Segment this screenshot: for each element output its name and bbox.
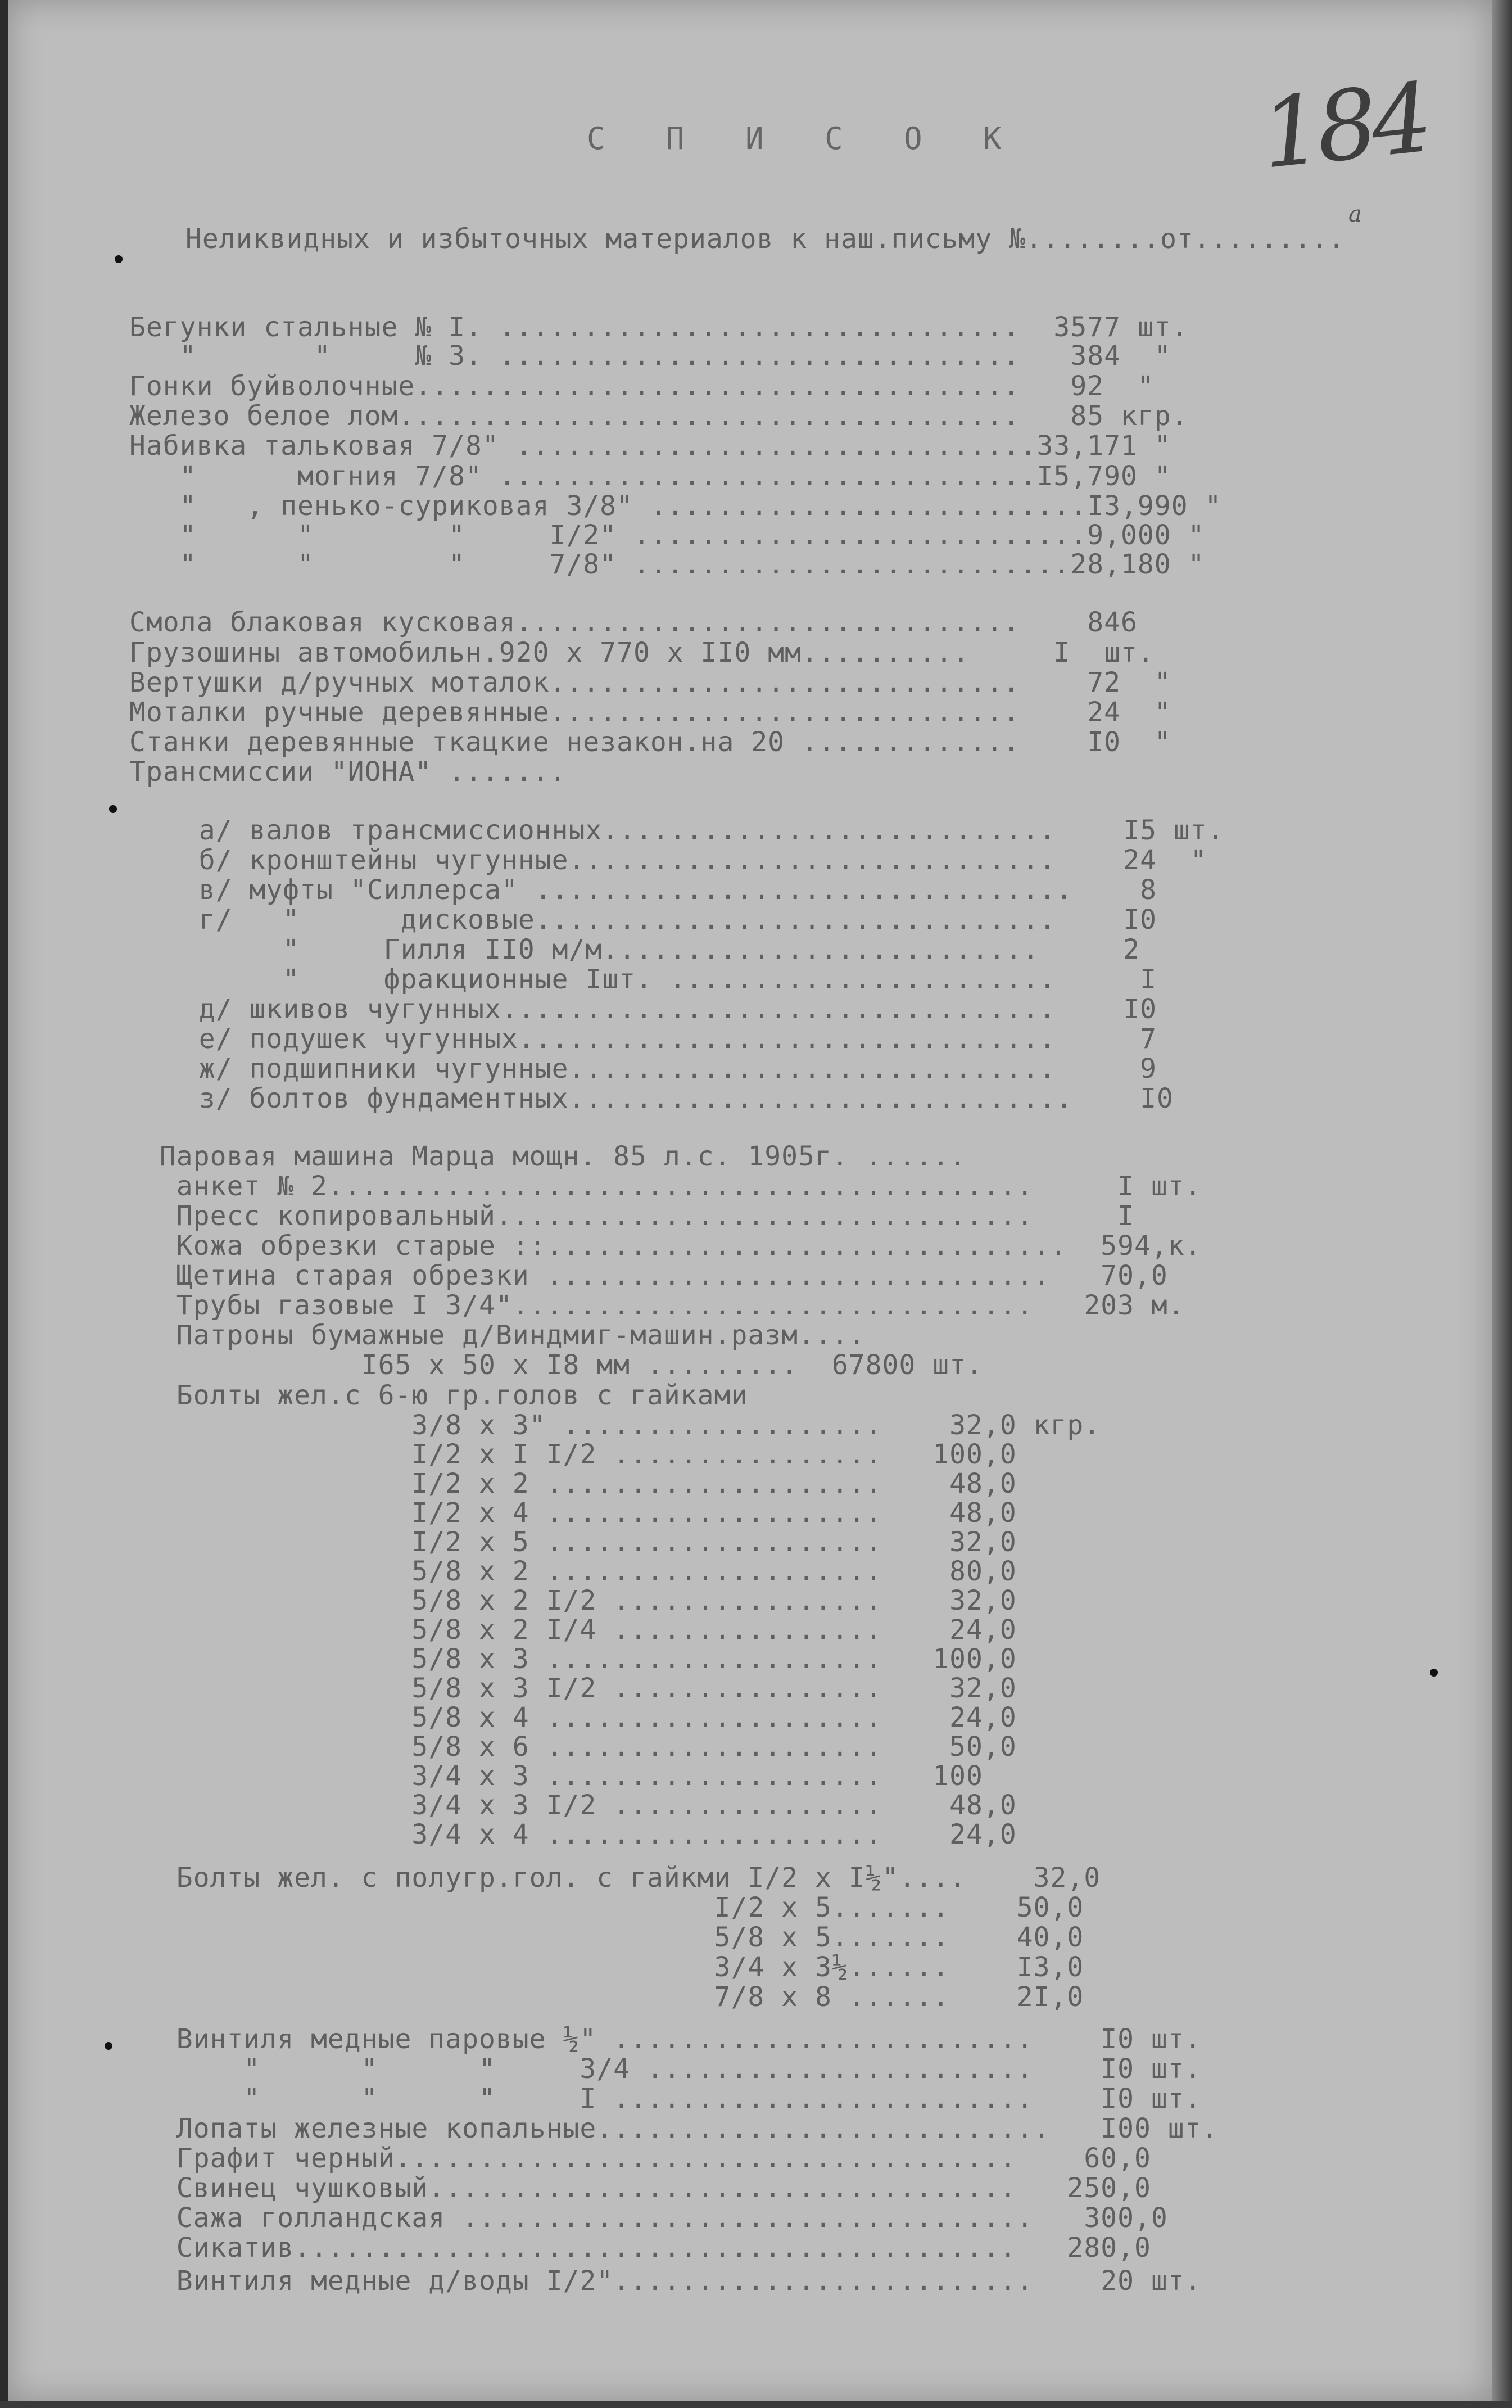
list-item: 3/4 х 3 I/2 ................ 48,0 — [143, 1790, 1017, 1821]
list-item: I/2 х 2 .................... 48,0 — [143, 1468, 1017, 1499]
list-item: I/2 х I I/2 ................ 100,0 — [143, 1439, 1017, 1470]
list-item: ж/ подшипники чугунные............................. 9 — [165, 1053, 1157, 1085]
list-item: Сажа голландская .................................. 300,0 — [143, 2202, 1168, 2234]
list-item: " могния 7/8" ................................I5,790 " — [129, 460, 1171, 492]
list-item: Станки деревянные ткацкие незакон.на 20 ............. I0 " — [129, 726, 1171, 758]
document-title: С П И С О К — [587, 121, 1023, 156]
list-item: 5/8 х 2 .................... 80,0 — [143, 1556, 1017, 1587]
list-item: 7/8 х 8 ...... 2I,0 — [143, 1981, 1084, 2013]
list-item: I/2 х 5 .................... 32,0 — [143, 1526, 1017, 1558]
list-item: Лопаты железные копальные........................... I00 шт. — [143, 2113, 1219, 2144]
list-item: 3/8 х 3" ................... 32,0 кгр. — [143, 1409, 1101, 1441]
list-item: Болты жел. с полугр.гол. с гайкми I/2 х I½".... 32,0 — [143, 1862, 1101, 1894]
list-item: " " № 3. ............................... 384 " — [129, 340, 1171, 372]
handwritten-folio-number: 184 — [1256, 62, 1433, 191]
list-item: Свинец чушковый................................... 250,0 — [143, 2172, 1151, 2204]
list-item: I/2 х 5....... 50,0 — [143, 1892, 1084, 1923]
list-item: 5/8 х 4 .................... 24,0 — [143, 1702, 1017, 1733]
list-item: 3/4 х 3 .................... 100 — [143, 1760, 983, 1792]
list-item: 5/8 х 3 .................... 100,0 — [143, 1643, 1017, 1675]
list-item: з/ болтов фундаментных.............................. I0 — [165, 1083, 1174, 1114]
list-item: Винтиля медные паровые ½" ......................... I0 шт. — [143, 2023, 1202, 2055]
list-item: Винтиля медные д/воды I/2"......................... 20 шт. — [143, 2265, 1202, 2297]
list-item: Гонки буйволочные.................................... 92 " — [129, 371, 1155, 402]
list-item: д/ шкивов чугунных................................. I0 — [165, 993, 1157, 1025]
scan-edge-bottom — [0, 2401, 1512, 2408]
list-item: Графит черный..................................... 60,0 — [143, 2143, 1151, 2174]
list-item: Патроны бумажные д/Виндмиг-машин.разм.... — [143, 1320, 866, 1351]
list-item: 5/8 х 2 I/2 ................ 32,0 — [143, 1585, 1017, 1616]
punch-hole — [115, 255, 123, 263]
document-subtitle: Неликвидных и избыточных материалов к наш.письму №........от......... — [185, 223, 1345, 255]
list-item: Бегунки стальные № I. ............................... 3577 шт. — [129, 311, 1188, 343]
list-item: " фракционные Iшт. ....................... I — [165, 964, 1157, 995]
list-item: " , пенько-суриковая 3/8" ..........................I3,990 " — [129, 490, 1222, 522]
list-item: I/2 х 4 .................... 48,0 — [143, 1497, 1017, 1529]
list-item: Паровая машина Марца мощн. 85 л.с. 1905г. ...... — [143, 1141, 967, 1172]
list-item: Пресс копировальный................................ I — [143, 1200, 1135, 1232]
scan-edge-right — [1492, 0, 1512, 2408]
punch-hole — [1430, 1669, 1438, 1677]
list-item: " " " 7/8" ..........................28,180 " — [129, 549, 1205, 580]
list-item: 3/4 х 3½...... I3,0 — [143, 1951, 1084, 1983]
list-item: Железо белое лом..................................... 85 кгр. — [129, 400, 1188, 432]
list-item: б/ кронштейны чугунные............................. 24 " — [165, 844, 1207, 876]
list-item: анкет № 2.......................................... I шт. — [143, 1171, 1202, 1202]
list-item: Смола блаковая кусковая.............................. 846 — [129, 607, 1138, 638]
list-item: Кожа обрезки старые ::............................... 594,к. — [143, 1230, 1202, 1262]
list-item: " Гилля II0 м/м.......................... 2 — [165, 934, 1140, 965]
list-item: 5/8 х 5....... 40,0 — [143, 1922, 1084, 1953]
list-item: Грузошины автомобильн.920 х 770 х II0 мм.......... I шт. — [129, 637, 1155, 668]
handwritten-folio-mark: а — [1348, 201, 1362, 227]
list-item: 3/4 х 4 .................... 24,0 — [143, 1819, 1017, 1850]
list-item: Щетина старая обрезки .............................. 70,0 — [143, 1260, 1168, 1291]
list-item: 5/8 х 2 I/4 ................ 24,0 — [143, 1614, 1017, 1646]
list-item: Набивка тальковая 7/8" ...............................33,171 " — [129, 430, 1171, 462]
list-item: Трансмиссии "ИОНА" ....... — [129, 756, 567, 788]
list-item: Вертушки д/ручных моталок............................ 72 " — [129, 667, 1171, 698]
list-item: а/ валов трансмиссионных........................... I5 шт. — [165, 815, 1224, 846]
list-item: " " " I ......................... I0 шт. — [143, 2083, 1202, 2115]
document-page — [8, 0, 1492, 2401]
list-item: в/ муфты "Силлерса" ................................ 8 — [165, 874, 1157, 906]
list-item: I65 х 50 х I8 мм ......... 67800 шт. — [143, 1349, 983, 1381]
list-item: Болты жел.с 6-ю гр.голов с гайками — [143, 1380, 748, 1411]
list-item: Моталки ручные деревянные............................ 24 " — [129, 697, 1171, 728]
list-item: Сикатив........................................... 280,0 — [143, 2232, 1151, 2264]
list-item: " " " 3/4 ....................... I0 шт. — [143, 2053, 1202, 2085]
punch-hole — [109, 805, 117, 813]
list-item: 5/8 х 6 .................... 50,0 — [143, 1731, 1017, 1763]
list-item: г/ " дисковые............................... I0 — [165, 904, 1157, 936]
list-item: " " " I/2" ...........................9,000 " — [129, 519, 1205, 551]
list-item: е/ подушек чугунных................................ 7 — [165, 1023, 1157, 1055]
list-item: 5/8 х 3 I/2 ................ 32,0 — [143, 1673, 1017, 1704]
list-item: Трубы газовые I 3/4"............................... 203 м. — [143, 1290, 1185, 1321]
punch-hole — [105, 2042, 112, 2050]
